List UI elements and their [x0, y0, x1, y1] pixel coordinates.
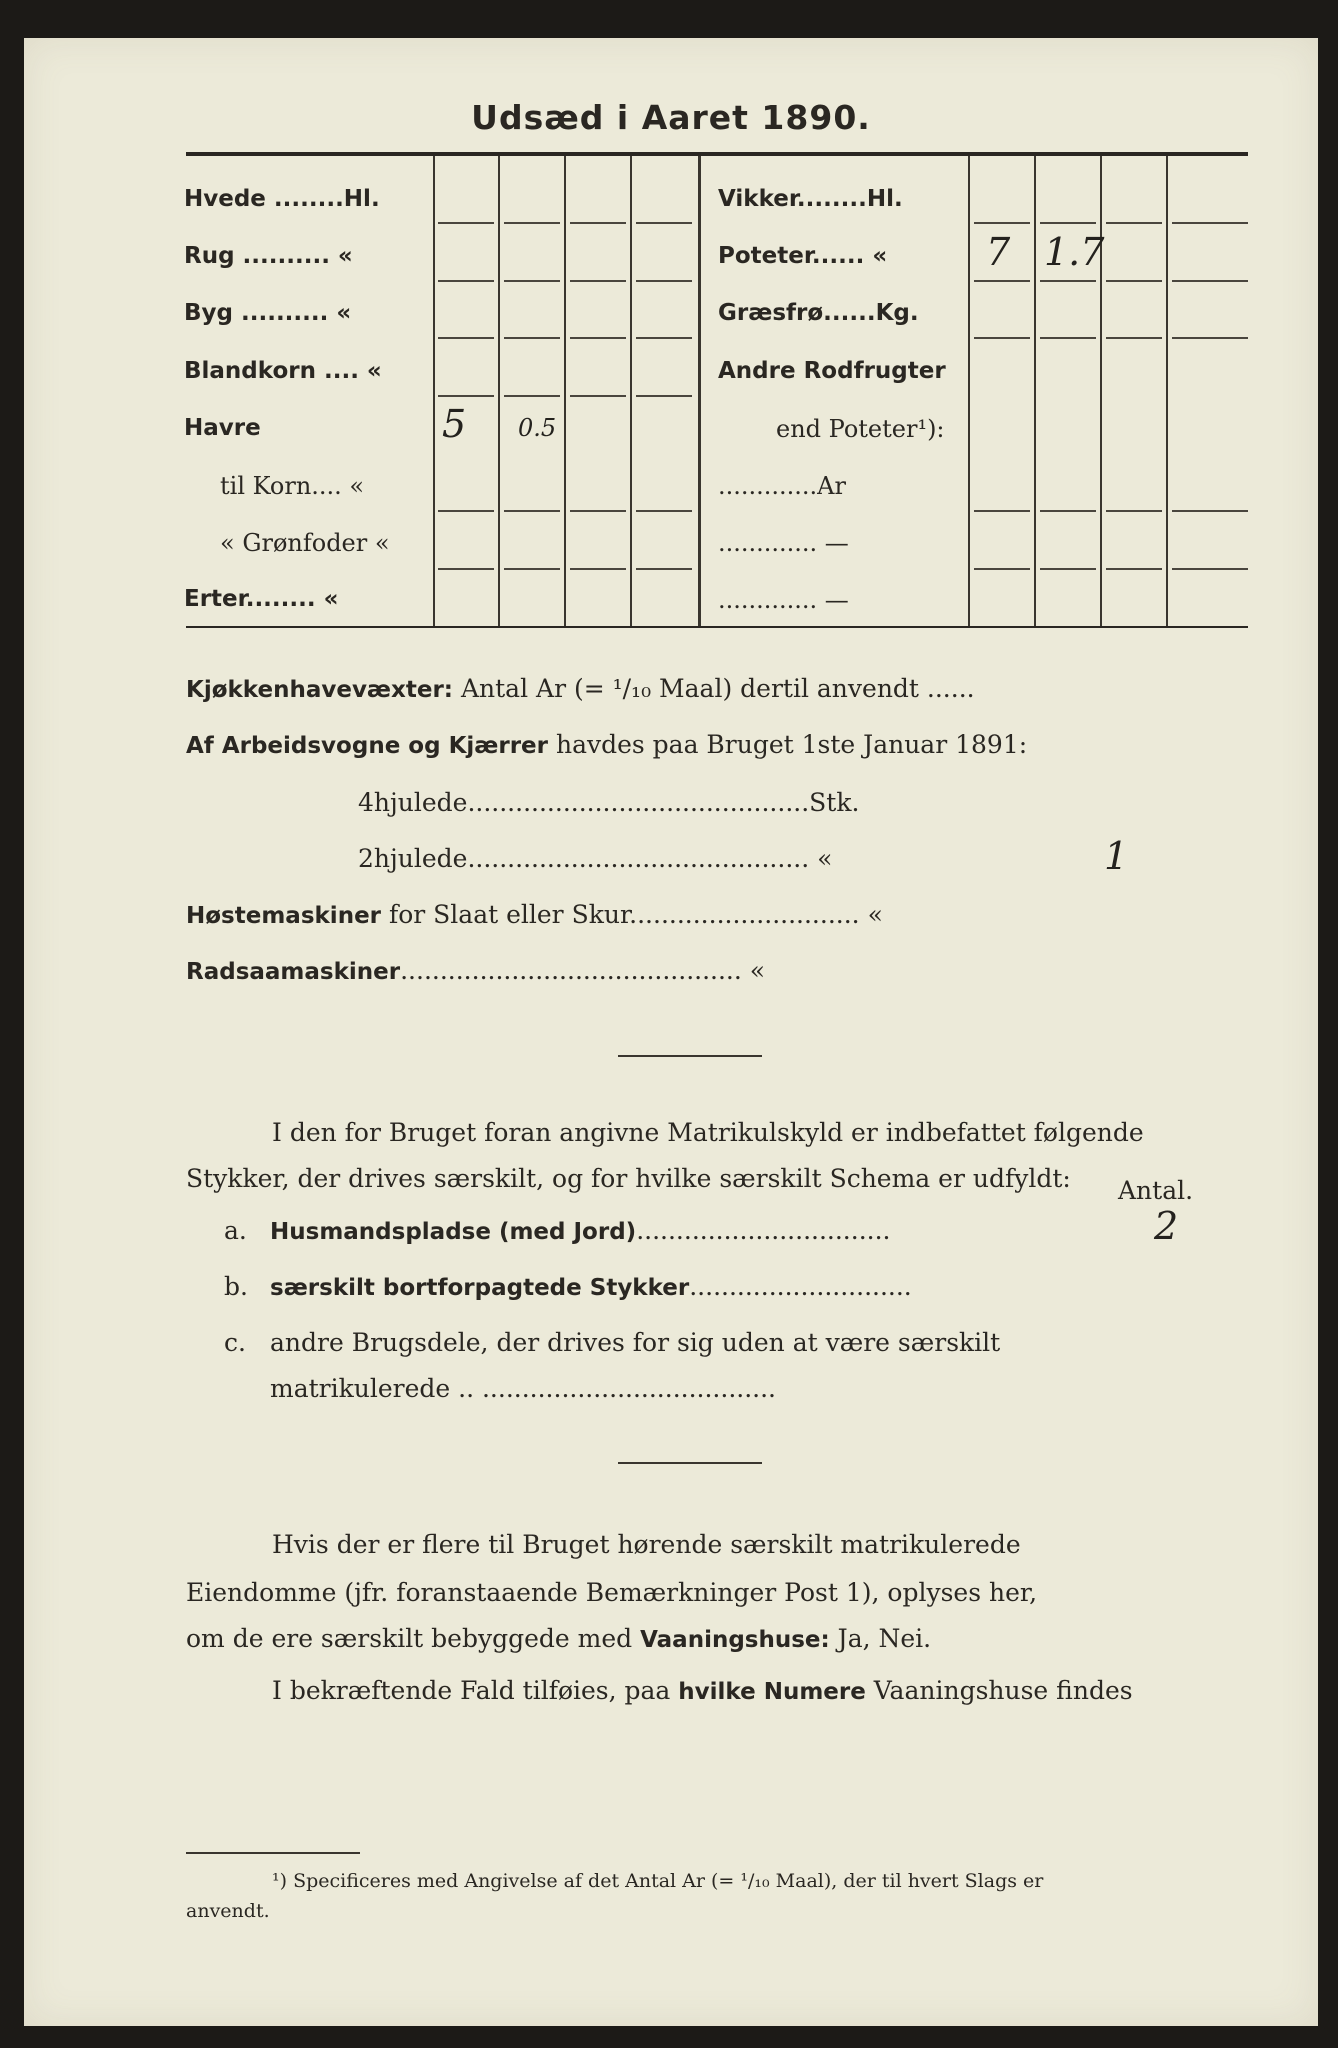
para1-line2: Stykker, der drives særskilt, og for hvilke særskilt Schema er udfyldt:	[186, 1164, 1071, 1193]
hjul4-label: 4hjulede	[358, 788, 468, 817]
para2-line3a: om de ere særskilt bebyggede med	[186, 1624, 633, 1653]
para2-line2: Eiendomme (jfr. foranstaaende Bemærkninger Post 1), oplyses her,	[186, 1578, 1038, 1607]
hjul2-dots: ...........................................	[467, 844, 810, 873]
cell-line	[438, 510, 494, 512]
section-separator	[618, 1055, 762, 1057]
footnote-line2: anvendt.	[186, 1900, 270, 1922]
crop-label-erter: Erter........ «	[184, 586, 339, 612]
cell-line	[504, 222, 560, 224]
cell-line	[974, 337, 1030, 339]
cell-line	[504, 568, 560, 570]
cell-line	[1106, 568, 1162, 570]
kjokken-line	[186, 674, 975, 703]
kjokken-label: Kjøkkenhavevæxter:	[186, 677, 454, 703]
section-separator	[618, 1462, 762, 1464]
cell-line	[438, 337, 494, 339]
crop-label-graesfro: Græsfrø......Kg.	[718, 300, 919, 326]
cell-line	[570, 568, 626, 570]
hjul2-label: 2hjulede	[358, 844, 468, 873]
hjul4-unit: Stk.	[809, 788, 860, 817]
cell-line	[974, 280, 1030, 282]
cell-line	[1106, 337, 1162, 339]
hjul2-unit: «	[817, 844, 833, 873]
crop-label-andre-rodfrugter: Andre Rodfrugter	[718, 358, 946, 384]
hoste-text: for Slaat eller Skur	[388, 900, 630, 929]
item-c	[224, 1328, 1000, 1357]
crop-label-byg: Byg .......... «	[184, 300, 352, 326]
item-c-line2: matrikulerede .. .....................................	[270, 1374, 777, 1403]
cell-line	[1172, 510, 1248, 512]
crop-label-gronfoder: « Grønfoder «	[220, 529, 390, 557]
para2-line4a: I bekræftende Fald tilføies, paa	[272, 1676, 671, 1705]
item-b-letter: b.	[224, 1272, 248, 1301]
para2-line4c: Vaaningshuse findes	[873, 1676, 1133, 1705]
havre-value-2: 0.5	[518, 414, 557, 442]
item-a-dots: ................................	[636, 1216, 891, 1245]
cell-line	[974, 222, 1030, 224]
crop-label-rug: Rug .......... «	[184, 243, 353, 269]
arbeid-text: havdes paa Bruget 1ste Januar 1891:	[555, 730, 1028, 759]
hjul2-line	[358, 844, 832, 873]
cell-line	[1040, 280, 1096, 282]
cell-line	[438, 222, 494, 224]
hjul4-line	[358, 788, 859, 817]
para2-line1: Hvis der er flere til Bruget hørende særskilt matrikulerede	[272, 1530, 1021, 1559]
form-page	[24, 38, 1318, 2026]
cell-line	[1040, 568, 1096, 570]
arbeid-label: Af Arbeidsvogne og Kjærrer	[186, 733, 549, 759]
table-top-rule	[186, 152, 1248, 156]
radsaa-label: Radsaamaskiner	[186, 959, 401, 985]
cell-line	[974, 510, 1030, 512]
item-c-text: andre Brugsdele, der drives for sig uden at være særskilt	[270, 1328, 1001, 1357]
cell-line	[504, 395, 560, 397]
crop-label-blandkorn: Blandkorn .... «	[184, 358, 382, 384]
cell-line	[1172, 280, 1248, 282]
crop-label-hvede: Hvede ........Hl.	[184, 186, 380, 212]
para2-line3	[186, 1624, 931, 1653]
cell-line	[1172, 222, 1248, 224]
cell-line	[504, 510, 560, 512]
item-b	[224, 1272, 912, 1301]
cell-line	[1040, 337, 1096, 339]
cell-line	[438, 395, 494, 397]
crop-label-blank-2: ............. —	[718, 586, 849, 614]
cell-line	[636, 395, 692, 397]
poteter-value-1: 7	[986, 230, 1011, 274]
para2-line3b: Vaaningshuse:	[640, 1627, 830, 1653]
center-divider	[698, 156, 701, 626]
cell-line	[570, 337, 626, 339]
cell-line	[570, 510, 626, 512]
cell-line	[636, 222, 692, 224]
cell-line	[570, 222, 626, 224]
para2-line4	[272, 1676, 1133, 1705]
hjul4-dots: ...........................................	[467, 788, 810, 817]
crop-label-end-poteter: end Poteter¹):	[776, 415, 945, 443]
col-divider	[1166, 156, 1168, 626]
cell-line	[504, 337, 560, 339]
poteter-value-2: 1.7	[1044, 230, 1105, 274]
radsaa-unit: «	[749, 956, 766, 985]
item-b-dots: ............................	[689, 1272, 912, 1301]
hoste-dots: .............................	[629, 900, 860, 929]
cell-line	[636, 568, 692, 570]
cell-line	[974, 568, 1030, 570]
para2-line4b: hvilke Numere	[678, 1679, 866, 1705]
col-divider	[968, 156, 970, 626]
cell-line	[570, 395, 626, 397]
cell-line	[1172, 568, 1248, 570]
hoste-label: Høstemaskiner	[186, 903, 382, 929]
col-divider	[1034, 156, 1036, 626]
hoste-line	[186, 900, 883, 929]
para2-line3c: Ja, Nei.	[837, 1624, 932, 1653]
para1-line1: I den for Bruget foran angivne Matrikulskyld er indbefattet følgende	[272, 1118, 1144, 1147]
item-a-value: 2	[1154, 1204, 1179, 1248]
hoste-unit: «	[867, 900, 883, 929]
col-divider	[498, 156, 500, 626]
cell-line	[570, 280, 626, 282]
footnote-line1: ¹) Specificeres med Angivelse af det Antal Ar (= ¹/₁₀ Maal), der til hvert Slags er	[272, 1870, 1044, 1892]
col-divider	[433, 156, 435, 626]
cell-line	[636, 337, 692, 339]
item-c-letter: c.	[224, 1328, 246, 1357]
crop-label-blank-1: ............. —	[718, 529, 849, 557]
crop-label-til-korn: til Korn.... «	[220, 472, 365, 500]
cell-line	[636, 510, 692, 512]
footnote-rule	[186, 1852, 360, 1854]
cell-line	[636, 280, 692, 282]
crop-label-havre: Havre	[184, 415, 261, 441]
item-a	[224, 1216, 890, 1245]
radsaa-dots: ...........................................	[400, 956, 742, 985]
crop-label-poteter: Poteter...... «	[718, 243, 888, 269]
table-bottom-rule	[186, 626, 1248, 628]
crop-label-ar-blank: .............Ar	[718, 472, 846, 500]
cell-line	[1040, 222, 1096, 224]
cell-line	[438, 568, 494, 570]
cell-line	[1106, 510, 1162, 512]
crop-label-vikker: Vikker........Hl.	[718, 186, 903, 212]
antal-header: Antal.	[1118, 1176, 1194, 1205]
form-title: Udsæd i Aaret 1890.	[471, 98, 871, 137]
havre-value-1: 5	[442, 402, 467, 446]
hjul2-value: 1	[1104, 834, 1129, 878]
cell-line	[1172, 337, 1248, 339]
item-b-label: særskilt bortforpagtede Stykker	[270, 1275, 690, 1301]
cell-line	[504, 280, 560, 282]
cell-line	[438, 280, 494, 282]
col-divider	[1100, 156, 1102, 626]
col-divider	[630, 156, 632, 626]
radsaa-line	[186, 956, 765, 985]
cell-line	[1106, 280, 1162, 282]
arbeid-line	[186, 730, 1027, 759]
item-a-label: Husmandspladse (med Jord)	[270, 1219, 637, 1245]
col-divider	[564, 156, 566, 626]
kjokken-text: Antal Ar (= ¹/₁₀ Maal) dertil anvendt ......	[460, 674, 975, 703]
cell-line	[1106, 222, 1162, 224]
item-a-letter: a.	[224, 1216, 247, 1245]
cell-line	[1040, 510, 1096, 512]
